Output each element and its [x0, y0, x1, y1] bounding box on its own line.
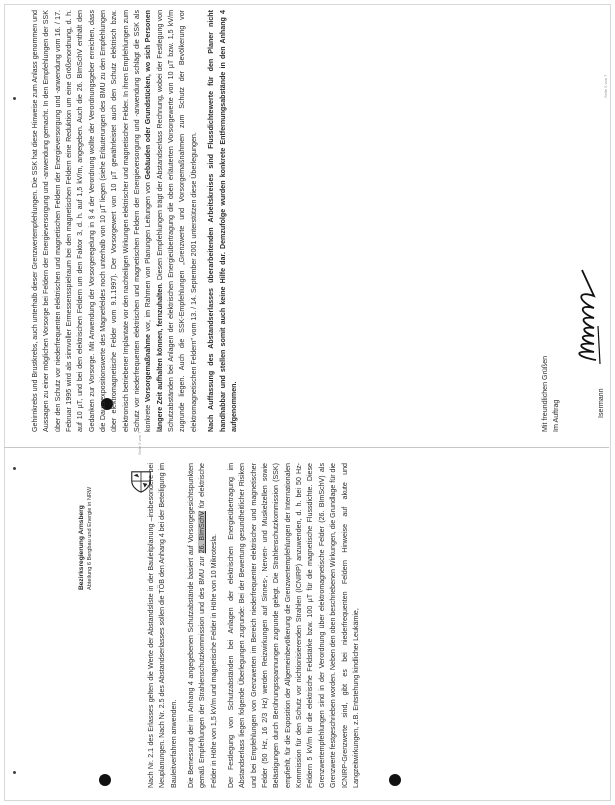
- scan-dot: [13, 97, 16, 100]
- right-page-body: [30, 10, 240, 432]
- left-paragraph-2-end: für elektrische Felder in Höhe von 1,5 kV/m und magnetische Felder in Höhe von 10 Mikrotesla.: [198, 463, 218, 788]
- authority-name: Bezirksregierung Arnsberg: [78, 505, 85, 590]
- right-paragraph-1-mid: vor, im Rahmen von Planungen Leitungen von: [144, 179, 153, 335]
- scan-dot: [13, 771, 16, 774]
- left-paragraph-2: [186, 463, 220, 788]
- right-paragraph-1-end: . Diesen Empfehlungen trägt der Abstandserlass Rechnung, wobei der Festlegung von Schutzabständen bei Anlagen der elektrischen Energieübertragung die oben erläuterten Vorsorgewerte von 10 µT bzw. 1,5 kV/m zugrunde liegen. Auch die SSK-Empfehlungen „Grenzwerte und Vorsorgemaßnahmen zum Schutz der Bevölkerung vor elektromagnetischen Feldern" vom 13. / 14. September 2001 unterstützen diese Überlegungen.: [155, 9, 198, 432]
- punch-hole-left: [99, 774, 111, 786]
- scan-dot: [13, 467, 16, 470]
- buildings-term: Gebäuden oder Grundstücken, wo sich Personen längere Zeit aufhalten können, fernzuhalten: [144, 10, 164, 432]
- closing-block: [540, 272, 563, 432]
- authority-header: [78, 470, 94, 590]
- page-marker: Seite 5 von 7: [603, 74, 608, 98]
- regulation-highlight: 26. BImSchV: [198, 511, 207, 554]
- right-paragraph-1: [30, 10, 200, 432]
- page-fold-line: [4, 447, 609, 448]
- signature-graphic: [568, 261, 604, 366]
- left-paragraph-1: Nach Nr. 2.1 des Erlasses gelten die Werte der Abstandsliste in der Bauleitplanung –insbesondere bei Neuplanungen. Nach Nr. 2.5 des Abstandserlasses sollen die TÖB den Anhang 4 bei der Beteiligung im Bauleitverfahren anwenden.: [147, 463, 178, 788]
- closing-im-auftrag: Im Auftrag: [552, 399, 561, 432]
- vorsorge-term: Vorsorgemaßnahme: [144, 334, 153, 403]
- authority-department: Abteilung 6 Bergbau und Energie in NRW: [87, 486, 93, 590]
- left-paragraph-3: Der Festlegung von Schutzabständen bei Anlagen der elektrischen Energieübertragung im Abstandserlass liegen folgende Überlegungen zugrunde: Bei der Bewertung gesundheitlicher Risiken und bei Empfehlungen von Grenzwerten im Bereich niederfrequenter elektrischer und magnetischer Felder (50 Hz, 16 2/3 Hz) werden Reizwirkungen auf Sinnes-, Nerven- und Muskelzellen sowie Belästigungen durch Berührungsspannungen zugrunde gelegt. Die Strahlenschutzkommission (SSK) empfiehlt, für die Exposition der Allgemeinbevölkerung die Grenzwertempfehlungen der Internationalen Kommission für den Schutz vor nichtionisierenden Strahlen (ICNIRP) anzuwenden, d. h. bei 50 Hz-Feldern 5 kV/m für die elektrische Feldstärke bzw. 100 µT für die magnetische Flussdichte. Diese Grenzwertempfehlungen sind in der Verordnung über elektromagnetische Felder (26. BImSchV) als Grenzwerte festgeschrieben worden. Neben den oben beschriebenen Wirkungen, die Grundlage für die ICNIRP-Grenzwerte sind, gibt es bei niederfrequenten Feldern Hinweise auf akute und Langzeitwirkungen, z.B. Entstehung kindlicher Leukämie,: [227, 463, 360, 788]
- page-marker-left: Seite 5 von 7: [137, 431, 142, 455]
- left-page-body: [146, 463, 362, 788]
- left-paragraph-2-start: Die Bemessung der im Anhang 4 angegebenen Schutzabstände basiert auf Vorsorgegesichtspunkten gemäß Empfehlungen der Strahlenschutzkommission und des BMU zur: [187, 463, 207, 788]
- closing-greeting: Mit freundlichen Grüßen: [541, 355, 549, 432]
- right-paragraph-1-text: Gehirnkrebs und Brustkrebs, auch unterhalb dieser Grenzwertempfehlungen. Die SSK hat diese Hinweise zum Anlass genommen und Aussagen zu einer möglichen Vorsorge bei Feldern der Energieversorgung und -anwendung gemacht. In den Empfehlungen der SSK über den Schutz vor niederfrequenten elektrischen und magnetischen Feldern der Energieversorgung und -anwendung vom 16. / 17. Februar 1995 wird als sinnvoller Ermessensspielraum bei den magnetischen Feldern eine Reduktion um eine Größenordnung, d. h. auf 10 µT, und bei den elektrischen Feldern um den Faktor 3, d. h. auf 1,5 kV/m, angegeben. Auch die 26. BImSchV enthält den Gedanken zur Vorsorge. Mit Anwendung der Vorsorgeregelung in § 4 der Verordnung wollte der Verordnungsgeber erreichen, dass die Dauerexpositionswerte des Magnetfeldes noch unterhalb von 10 µT liegen (siehe Erläuterungen des BMU zu den Empfehlungen über elektromagnetische Felder vom 9.1.1997). Der Vorsorgewert von 10 µT gewährleistet auch den Schutz elektrisch bzw. elektronisch betriebener Implantate vor den nachteiligen Wirkungen elektrischer und magnetischer Felder. In ihren Empfehlungen zum Schutz vor niederfrequenten elektrischen und magnetischen Feldern der Energieversorgung und -anwendung schlägt die SSK als konkrete: [31, 10, 153, 432]
- punch-hole-mid: [389, 774, 401, 786]
- signer-name: Isermann: [597, 388, 605, 418]
- right-paragraph-2: Nach Auffassung des Abstandserlasses überarbeitenden Arbeitskreises sind Flussdichtewerte für den Planer nicht handhabbar und stellen somit auch keine Hilfe dar. Demzufolge wurden konkrete Entfernungsabstände in den Anhang 4 aufgenommen.: [207, 10, 238, 432]
